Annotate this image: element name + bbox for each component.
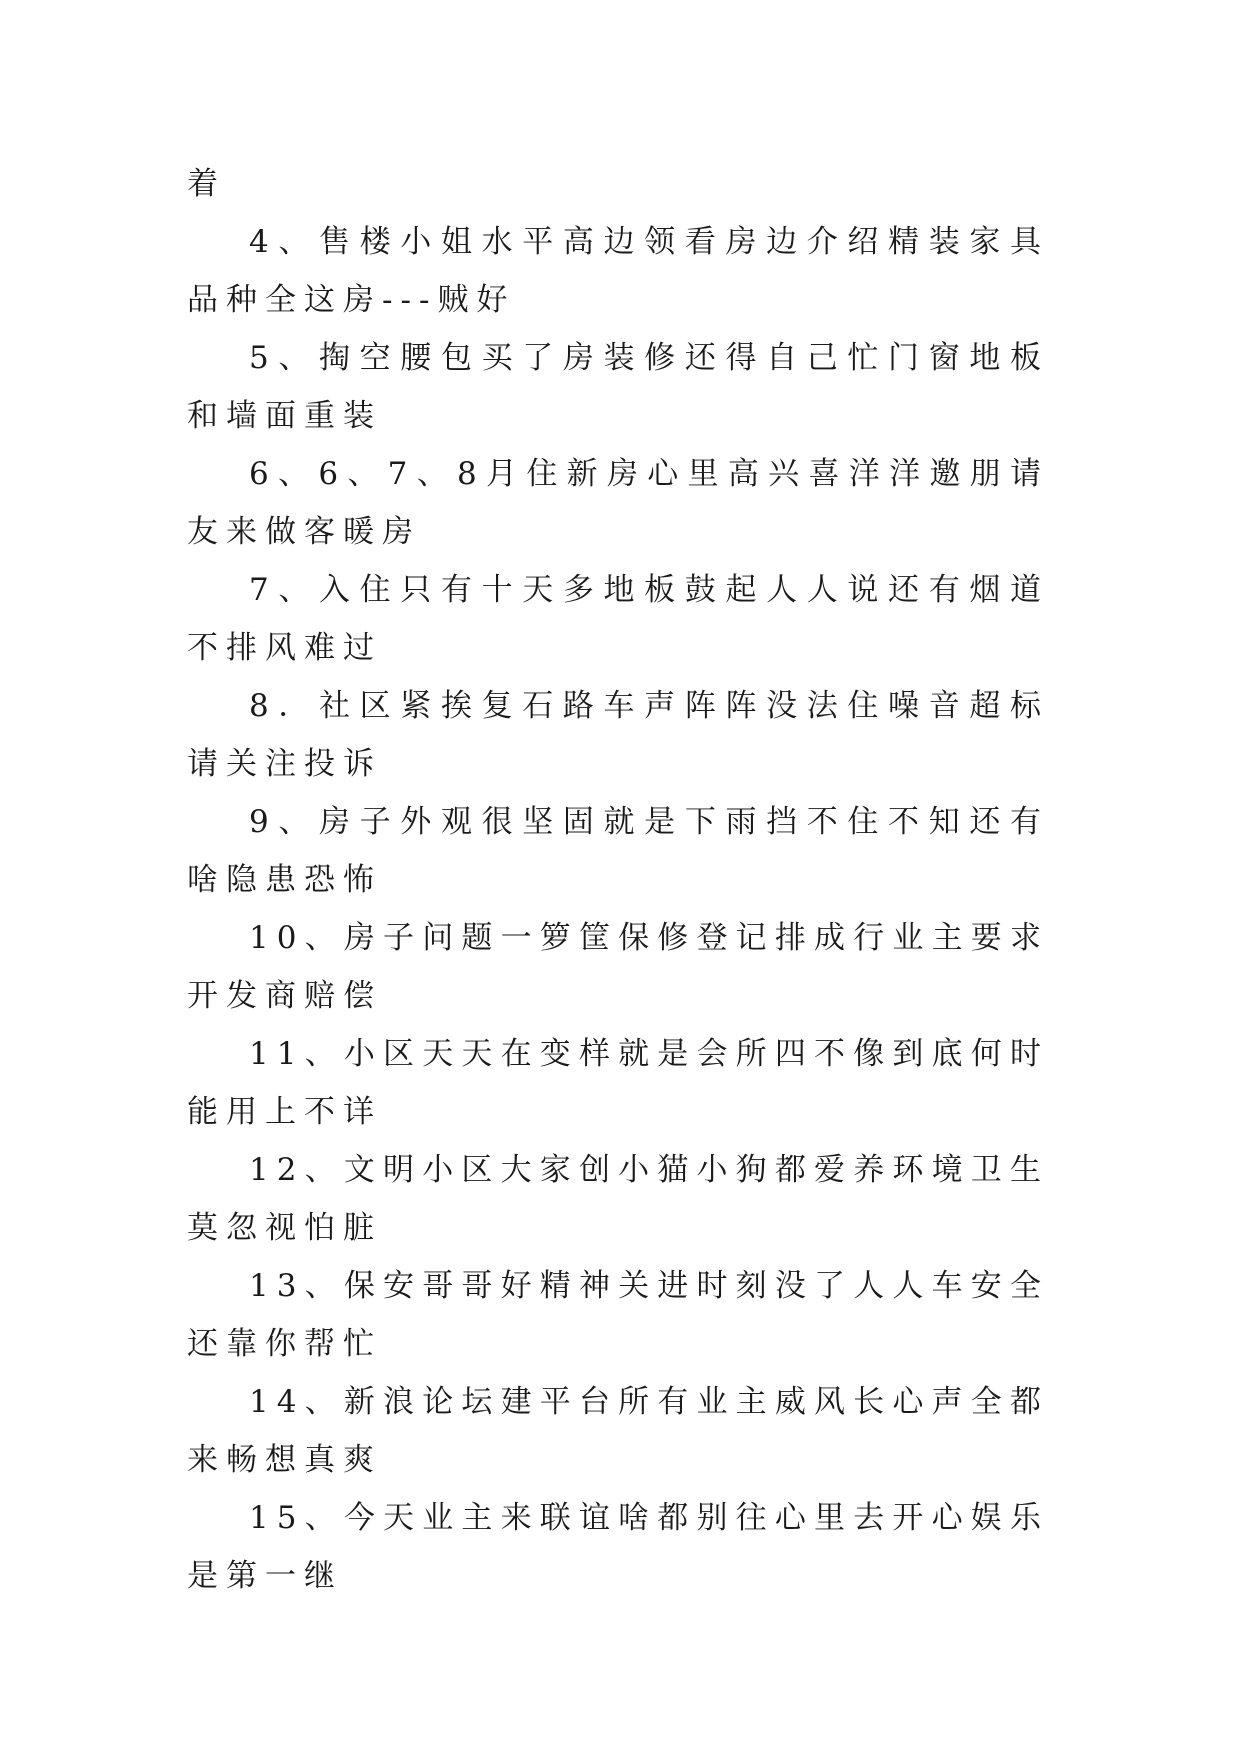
list-item: 9、房子外观很坚固就是下雨挡不住不知还有啥隐患恐怖 [187,804,1049,898]
list-item: 4、售楼小姐水平高边领看房边介绍精装家具品种全这房---贼好 [187,224,1049,318]
list-item: 8．社区紧挨复石路车声阵阵没法住噪音超标请关注投诉 [187,688,1049,782]
list-item: 7、入住只有十天多地板鼓起人人说还有烟道不排风难过 [187,572,1049,666]
list-item: 14、新浪论坛建平台所有业主威风长心声全都来畅想真爽 [187,1384,1049,1478]
continuation-line: 着 [187,166,226,202]
list-item: 10、房子问题一箩筐保修登记排成行业主要求开发商赔偿 [187,920,1049,1014]
document-body [187,155,1049,1605]
list-item: 13、保安哥哥好精神关进时刻没了人人车安全还靠你帮忙 [187,1268,1049,1362]
list-item: 11、小区天天在变样就是会所四不像到底何时能用上不详 [187,1036,1049,1130]
list-item: 12、文明小区大家创小猫小狗都爱养环境卫生莫忽视怕脏 [187,1152,1049,1246]
list-item: 5、掏空腰包买了房装修还得自己忙门窗地板和墙面重装 [187,340,1049,434]
list-item: 15、今天业主来联谊啥都别往心里去开心娱乐是第一继 [187,1500,1049,1594]
list-item: 6、6、7、8月住新房心里高兴喜洋洋邀朋请友来做客暖房 [187,456,1049,550]
